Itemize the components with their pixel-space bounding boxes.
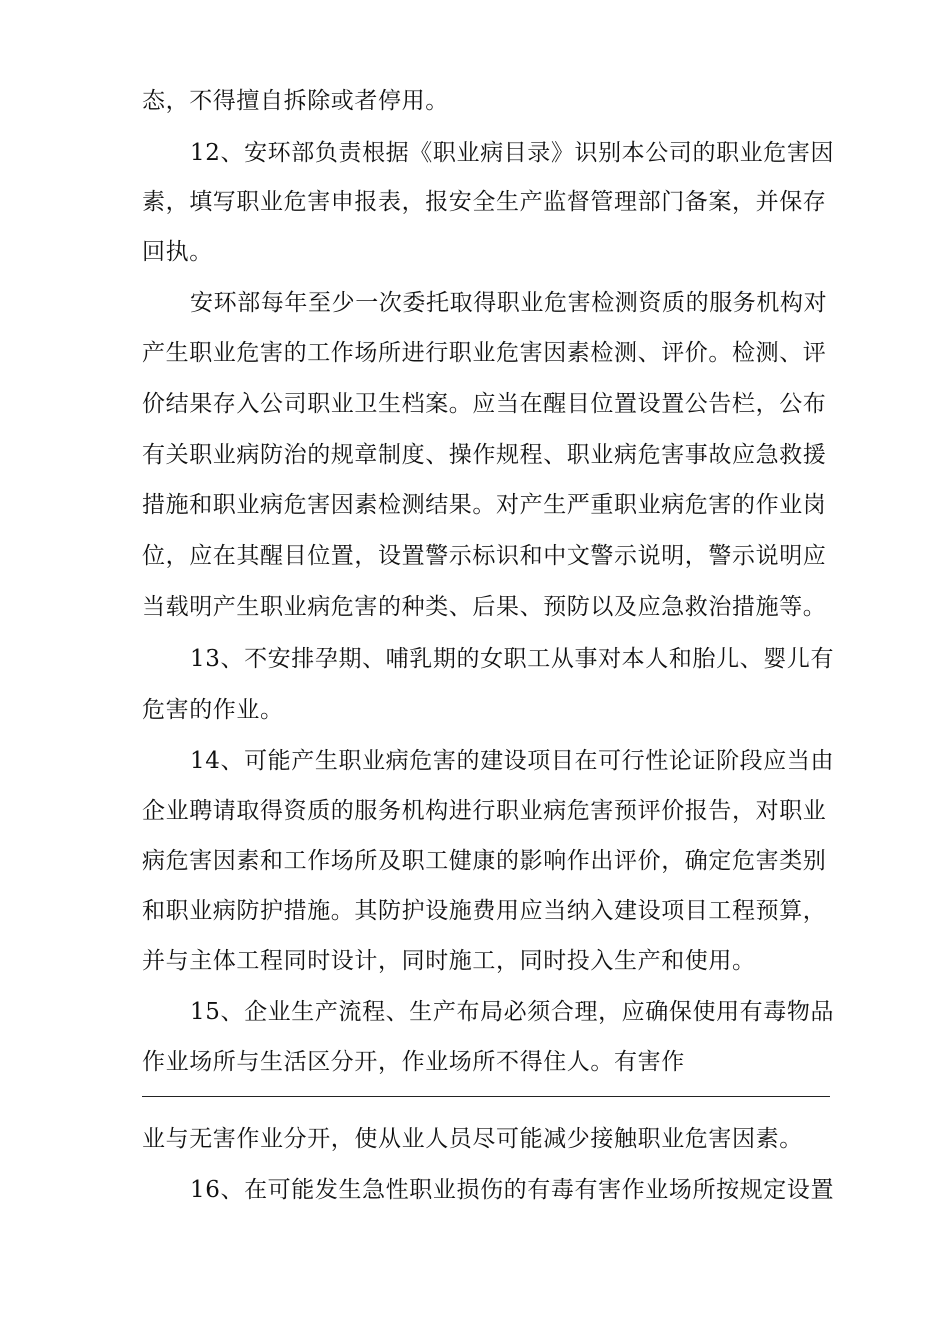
text-line-18: 并与主体工程同时设计，同时施工，同时投入生产和使用。 xyxy=(142,948,756,974)
text-line-19: 15、企业生产流程、生产布局必须合理，应确保使用有毒物品 xyxy=(190,999,835,1025)
text-line-10: 位，应在其醒目位置，设置警示标识和中文警示说明，警示说明应 xyxy=(142,543,827,569)
text-line-22: 16、在可能发生急性职业损伤的有毒有害作业场所按规定设置 xyxy=(190,1177,835,1203)
section-divider xyxy=(142,1096,830,1097)
text-line-5: 安环部每年至少一次委托取得职业危害检测资质的服务机构对 xyxy=(190,290,828,316)
text-line-6: 产生职业危害的工作场所进行职业危害因素检测、评价。检测、评 xyxy=(142,340,827,366)
text-line-9: 措施和职业病危害因素检测结果。对产生严重职业病危害的作业岗 xyxy=(142,492,827,518)
text-line-13: 危害的作业。 xyxy=(142,697,284,723)
text-line-12: 13、不安排孕期、哺乳期的女职工从事对本人和胎儿、婴儿有 xyxy=(190,646,835,672)
text-line-16: 病危害因素和工作场所及职工健康的影响作出评价，确定危害类别 xyxy=(142,848,827,874)
text-line-3: 素，填写职业危害申报表，报安全生产监督管理部门备案，并保存 xyxy=(142,189,827,215)
text-line-20: 作业场所与生活区分开，作业场所不得住人。有害作 xyxy=(142,1049,685,1075)
text-line-7: 价结果存入公司职业卫生档案。应当在醒目位置设置公告栏，公布 xyxy=(142,391,827,417)
text-line-4: 回执。 xyxy=(142,239,213,265)
text-line-1: 态，不得擅自拆除或者停用。 xyxy=(142,88,449,114)
text-line-11: 当载明产生职业病危害的种类、后果、预防以及应急救治措施等。 xyxy=(142,594,827,620)
text-line-2: 12、安环部负责根据《职业病目录》识别本公司的职业危害因 xyxy=(190,140,835,166)
text-line-15: 企业聘请取得资质的服务机构进行职业病危害预评价报告，对职业 xyxy=(142,798,827,824)
text-line-17: 和职业病防护措施。其防护设施费用应当纳入建设项目工程预算， xyxy=(142,898,827,924)
text-line-21: 业与无害作业分开，使从业人员尽可能减少接触职业危害因素。 xyxy=(142,1126,803,1152)
text-line-14: 14、可能产生职业病危害的建设项目在可行性论证阶段应当由 xyxy=(190,748,835,774)
text-line-8: 有关职业病防治的规章制度、操作规程、职业病危害事故应急救援 xyxy=(142,442,827,468)
